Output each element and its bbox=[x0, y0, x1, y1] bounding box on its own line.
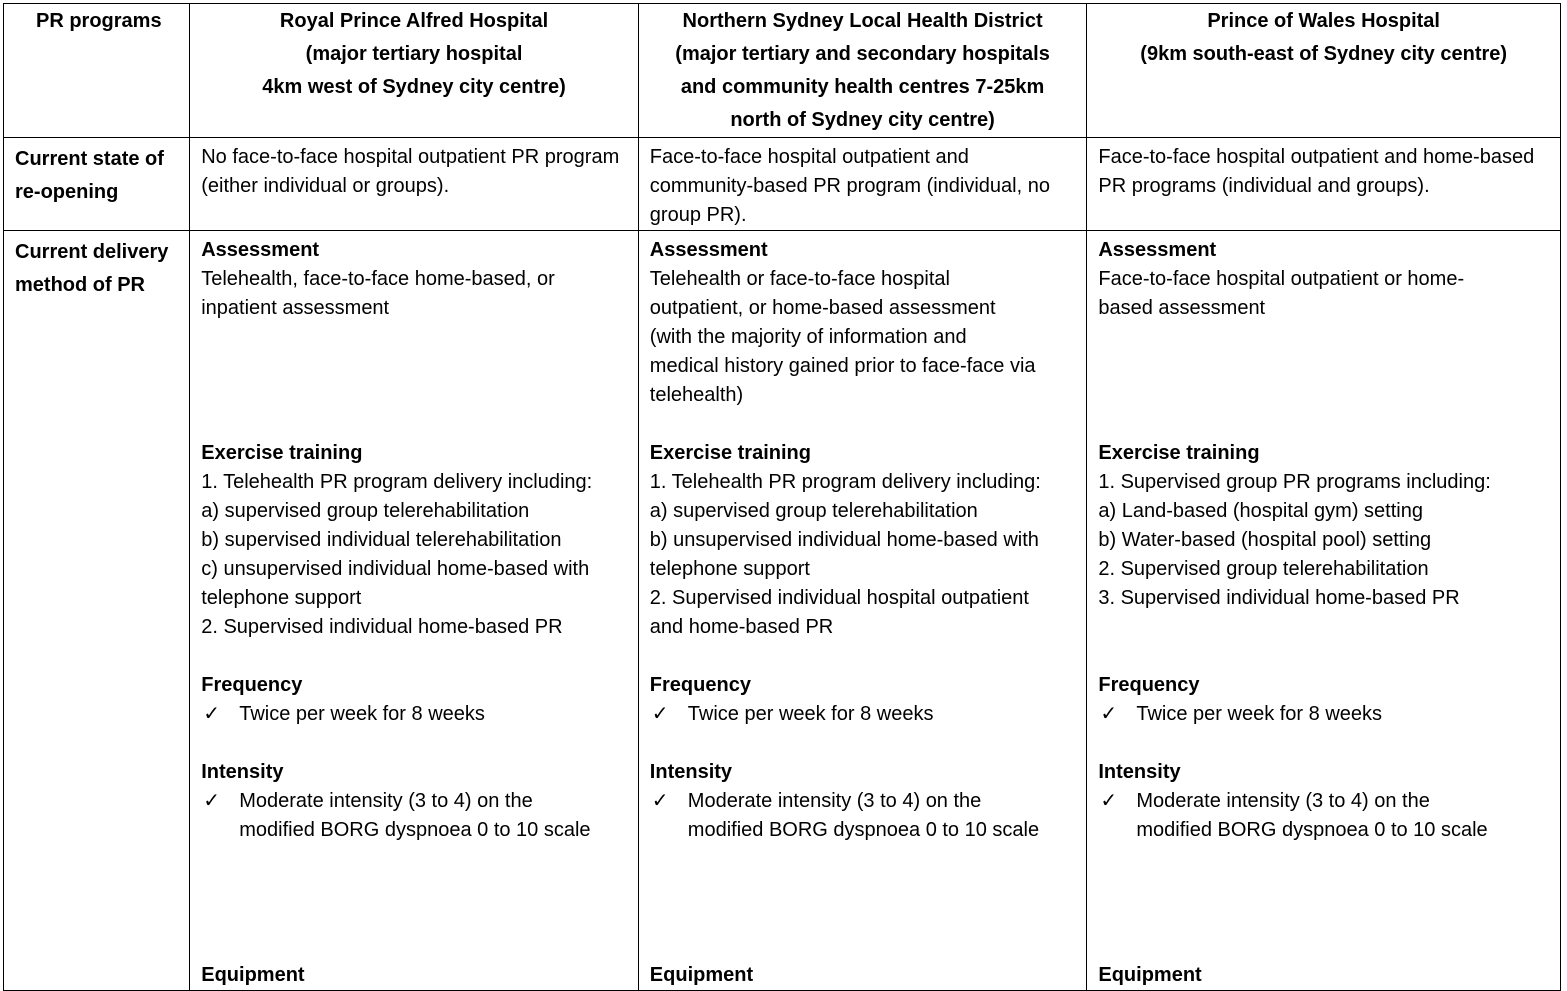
cell-delivery-pow: Assessment Face-to-face hospital outpatient or home- based assessment Exercise training 1. Supervised group PR programs including: a) Land-based (hospital gym) setting b) Water-based (hospital pool) setting 2. Supervised group telerehabilitation 3. Supervised individual home-based PR Frequency ✓ Twice per week for 8 weeks Intensity ✓ Moderate intensity (3 to 4) on the modified BORG dyspnoea 0 to 10 scale Equipment bbox=[1087, 231, 1561, 991]
intensity-item: ✓ Moderate intensity (3 to 4) on the modified BORG dyspnoea 0 to 10 scale bbox=[1098, 787, 1549, 845]
frequency-heading: Frequency bbox=[201, 674, 303, 696]
row-label-delivery-method: Current delivery method of PR bbox=[4, 231, 190, 991]
header-pr-programs: PR programs bbox=[4, 4, 190, 138]
row-label-current-state: Current state of re-opening bbox=[4, 138, 190, 231]
row-delivery-method bbox=[4, 231, 1561, 991]
header-royal-prince-alfred: Royal Prince Alfred Hospital (major tertiary hospital 4km west of Sydney city centre) bbox=[190, 4, 639, 138]
cell-delivery-rpa: Assessment Telehealth, face-to-face home-based, or inpatient assessment Exercise training 1. Telehealth PR program delivery including: a) supervised group telerehabilitation b) supervised individual telerehabilitation c) unsupervised individual home-based with telephone support 2. Supervised individual home-based PR Frequency ✓ Twice per week for 8 weeks Intensity ✓ Moderate intensity (3 to 4) on the modified BORG dyspnoea 0 to 10 scale Equipment bbox=[190, 231, 639, 991]
cell-state-pow: Face-to-face hospital outpatient and home-based PR programs (individual and groups). bbox=[1087, 138, 1561, 231]
exercise-heading: Exercise training bbox=[201, 442, 363, 464]
checkmark-icon: ✓ bbox=[651, 790, 669, 812]
equipment-heading: Equipment bbox=[1098, 964, 1202, 986]
equipment-heading: Equipment bbox=[201, 964, 305, 986]
cell-state-nslhd: Face-to-face hospital outpatient and community-based PR program (individual, no group PR). bbox=[638, 138, 1087, 231]
intensity-heading: Intensity bbox=[1098, 761, 1181, 783]
intensity-heading: Intensity bbox=[201, 761, 284, 783]
cell-state-rpa: No face-to-face hospital outpatient PR program (either individual or groups). bbox=[190, 138, 639, 231]
checkmark-icon: ✓ bbox=[203, 790, 220, 812]
row-current-state bbox=[4, 138, 1561, 231]
assessment-heading: Assessment bbox=[1098, 239, 1217, 261]
pr-programs-table bbox=[3, 3, 1561, 991]
intensity-item: ✓ Moderate intensity (3 to 4) on the modified BORG dyspnoea 0 to 10 scale bbox=[201, 787, 627, 845]
checkmark-icon: ✓ bbox=[1100, 790, 1118, 812]
frequency-item: ✓ Twice per week for 8 weeks bbox=[650, 700, 1076, 729]
header-northern-sydney: Northern Sydney Local Health District (major tertiary and secondary hospitals and community health centres 7-25km north of Sydney city centre) bbox=[638, 4, 1087, 138]
checkmark-icon: ✓ bbox=[651, 703, 669, 725]
checkmark-icon: ✓ bbox=[203, 703, 220, 725]
frequency-item: ✓ Twice per week for 8 weeks bbox=[201, 700, 627, 729]
checkmark-icon: ✓ bbox=[1100, 703, 1118, 725]
exercise-heading: Exercise training bbox=[649, 442, 811, 464]
equipment-heading: Equipment bbox=[649, 964, 754, 986]
header-row bbox=[4, 4, 1561, 138]
assessment-heading: Assessment bbox=[649, 239, 768, 261]
cell-delivery-nslhd: Assessment Telehealth or face-to-face hospital outpatient, or home-based assessment (with the majority of information and medical history gained prior to face-face via telehealth) Exercise training 1. Telehealth PR program delivery including: a) supervised group telerehabilitation b) unsupervised individual home-based with telephone support 2. Supervised individual hospital outpatient and home-based PR Frequency ✓ Twice per week for 8 weeks Intensity ✓ Moderate intensity (3 to 4) on the modified BORG dyspnoea 0 to 10 scale Equipment bbox=[638, 231, 1087, 991]
frequency-heading: Frequency bbox=[1098, 674, 1200, 696]
frequency-heading: Frequency bbox=[649, 674, 751, 696]
header-prince-of-wales: Prince of Wales Hospital (9km south-east of Sydney city centre) bbox=[1087, 4, 1561, 138]
frequency-item: ✓ Twice per week for 8 weeks bbox=[1098, 700, 1549, 729]
assessment-heading: Assessment bbox=[201, 239, 320, 261]
intensity-heading: Intensity bbox=[649, 761, 733, 783]
exercise-heading: Exercise training bbox=[1098, 442, 1260, 464]
intensity-item: ✓ Moderate intensity (3 to 4) on the modified BORG dyspnoea 0 to 10 scale bbox=[650, 787, 1076, 845]
